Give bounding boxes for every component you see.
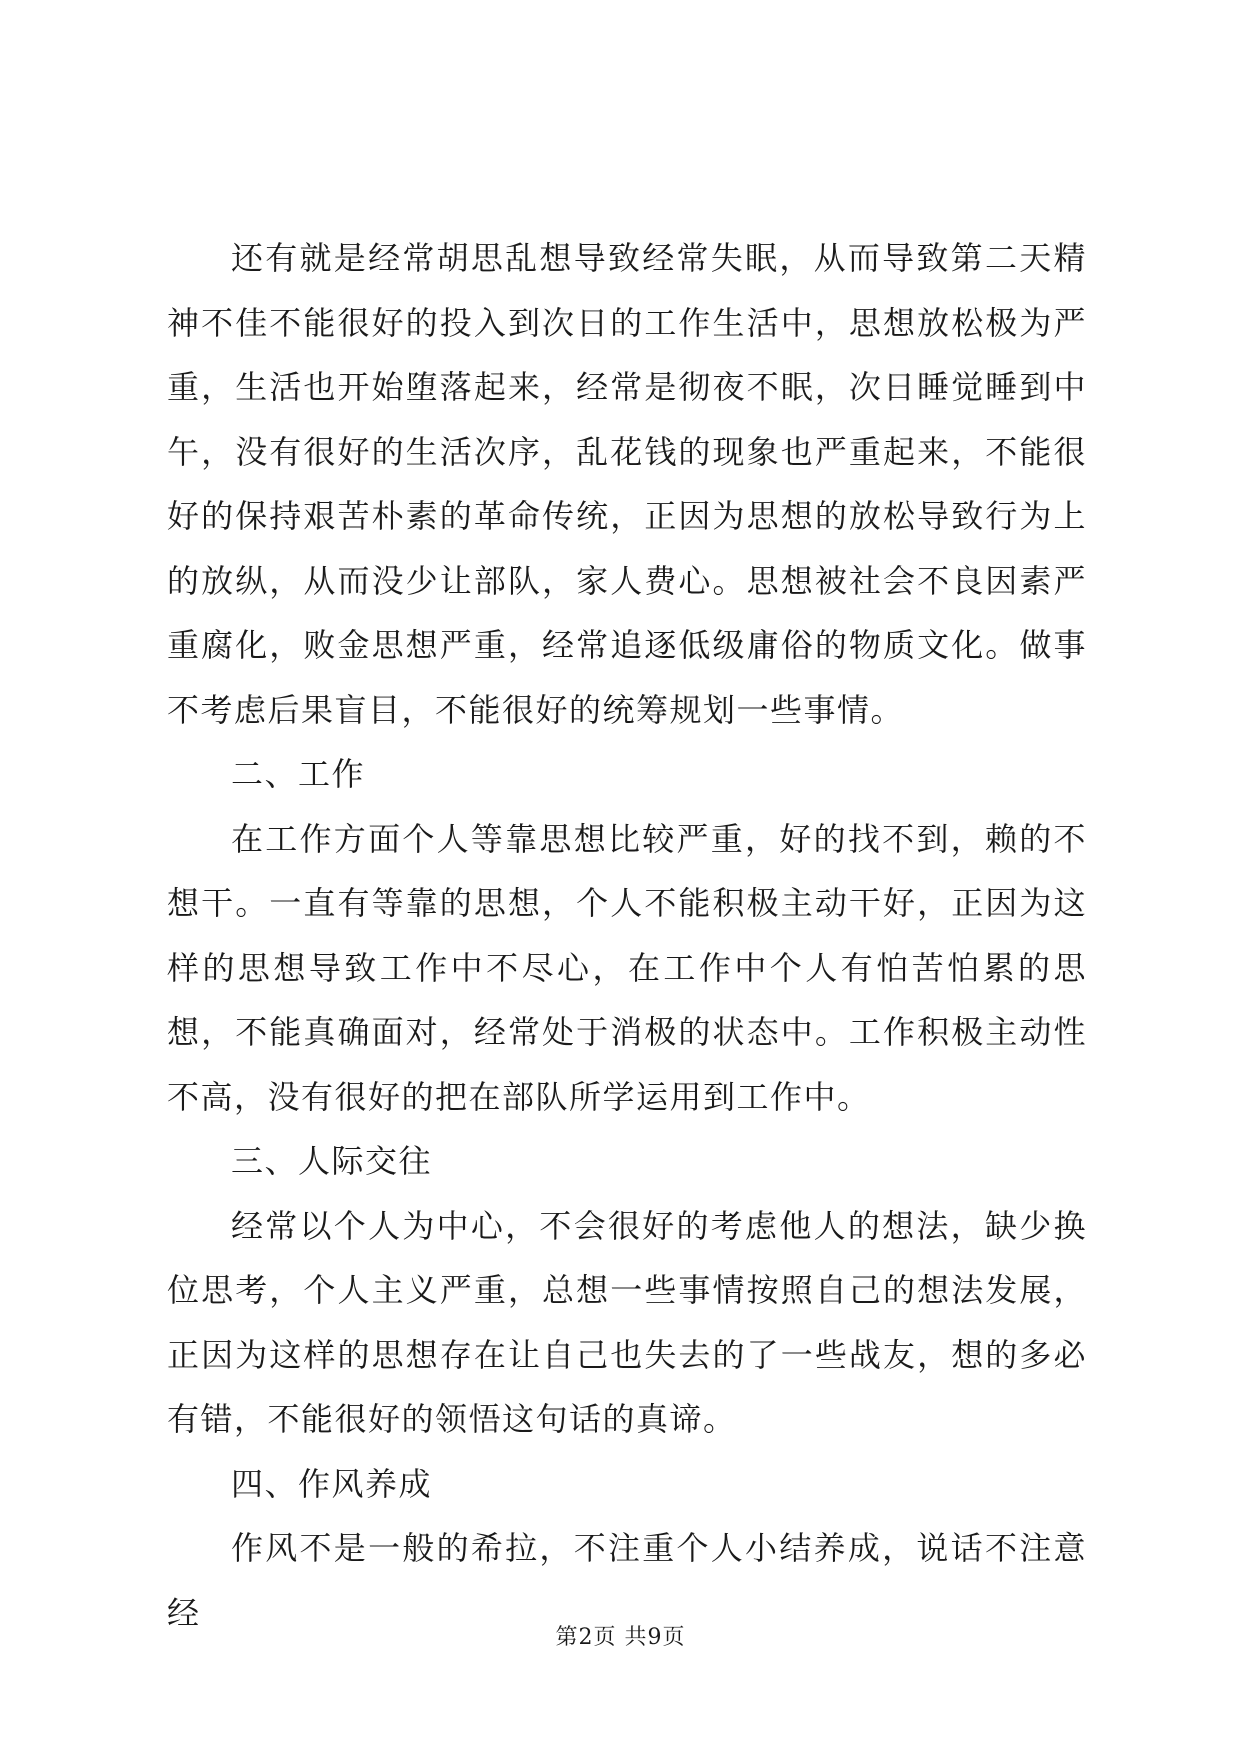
page-number-footer: 第2页 共9页 [555,1625,686,1650]
section-heading-work: 二、工作 [231,755,366,793]
document-body [167,226,1087,1645]
paragraph-style: 作风不是一般的希拉，不注重个人小结养成，说话不注意经 [167,1529,1087,1632]
paragraph-insomnia: 还有就是经常胡思乱想导致经常失眠，从而导致第二天精神不佳不能很好的投入到次日的工作生活中，思想放松极为严重，生活也开始堕落起来，经常是彻夜不眠，次日睡觉睡到中午，没有很好的生活次序，乱花钱的现象也严重起来，不能很好的保持艰苦朴素的革命传统，正因为思想的放松导致行为上的放纵，从而没少让部队，家人费心。思想被社会不良因素严重腐化，败金思想严重，经常追逐低级庸俗的物质文化。做事不考虑后果盲目，不能很好的统筹规划一些事情。 [167,239,1087,729]
paragraph-work: 在工作方面个人等靠思想比较严重，好的找不到，赖的不想干。一直有等靠的思想，个人不能积极主动干好，正因为这样的思想导致工作中不尽心，在工作中个人有怕苦怕累的思想，不能真确面对，经常处于消极的状态中。工作积极主动性不高，没有很好的把在部队所学运用到工作中。 [167,819,1087,1116]
section-heading-style: 四、作风养成 [231,1464,433,1503]
section-heading-interpersonal: 三、人际交往 [231,1142,433,1180]
paragraph-interpersonal: 经常以个人为中心，不会很好的考虑他人的想法，缺少换位思考，个人主义严重，总想一些事情按照自己的想法发展，正因为这样的思想存在让自己也失去的了一些战友，想的多必有错，不能很好的领悟这句话的真谛。 [167,1206,1087,1438]
